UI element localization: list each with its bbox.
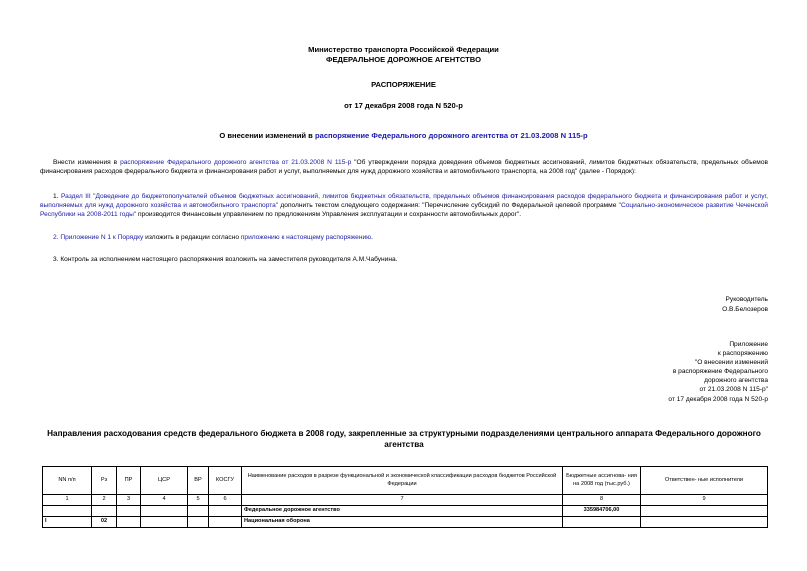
header-cell: ВР xyxy=(188,467,209,495)
item2-link-attachment[interactable]: приложению к настоящему распоряжению xyxy=(240,234,372,241)
title-prefix: О внесении изменений в xyxy=(219,131,315,140)
row-cell xyxy=(141,517,188,528)
row-cell xyxy=(188,506,209,517)
header-cell: Бюджетные ассигнова- ния на 2008 год (тыс.руб.) xyxy=(563,467,641,495)
doc-date: от 17 декабря 2008 года N 520-р xyxy=(344,101,463,110)
row-cell xyxy=(563,517,641,528)
agency-name: ФЕДЕРАЛЬНОЕ ДОРОЖНОЕ АГЕНТСТВО xyxy=(326,55,481,64)
item2-mid: изложить в редакции согласно xyxy=(143,234,241,241)
appendix-line: от 21.03.2008 N 115-р" xyxy=(699,386,768,394)
appendix-line: дорожного агентства xyxy=(704,377,768,385)
item2-end: . xyxy=(371,234,373,241)
header-cell: NN п/п xyxy=(43,467,92,495)
intro-link[interactable]: распоряжение Федерального дорожного агентства от 21.03.2008 N 115-р xyxy=(120,159,352,166)
appendix-line: к распоряжению xyxy=(717,350,768,358)
header-cell: Ответствен- ные исполнители xyxy=(641,467,768,495)
number-cell: 2 xyxy=(92,495,117,506)
intro-prefix: Внести изменения в xyxy=(53,159,121,166)
row-cell: Национальная оборона xyxy=(242,517,563,528)
row-cell xyxy=(43,506,92,517)
ministry-name: Министерство транспорта Российской Федерации xyxy=(308,45,499,54)
number-cell: 7 xyxy=(242,495,563,506)
appendix-line: в распоряжение Федерального xyxy=(672,368,768,376)
table-row xyxy=(43,506,768,517)
item2-link-appendix[interactable]: 2. Приложение N 1 к Порядку xyxy=(53,234,144,241)
appendix-line: от 17 декабря 2008 года N 520-р xyxy=(668,395,768,403)
header-cell: Наименование расходов в разрезе функциональной и экономической классификации расходов бюджетов Российской Федерации xyxy=(242,467,563,495)
table-row xyxy=(43,517,768,528)
appendix-line: "О внесении изменений xyxy=(694,359,768,367)
table-number-row xyxy=(43,495,768,506)
row-cell: 02 xyxy=(92,517,117,528)
row-cell xyxy=(141,506,188,517)
appendix-line: Приложение xyxy=(729,341,768,348)
row-cell xyxy=(92,506,117,517)
number-cell: 4 xyxy=(141,495,188,506)
appendix-block xyxy=(560,340,768,404)
signature-role: Руководитель xyxy=(725,296,768,303)
row-cell xyxy=(209,506,242,517)
row-cell: Федеральное дорожное агентство xyxy=(242,506,563,517)
row-cell: 335984706,00 xyxy=(563,506,641,517)
header-cell: ЦСР xyxy=(141,467,188,495)
item-2-paragraph xyxy=(53,234,768,243)
header-cell: КОСГУ xyxy=(209,467,242,495)
row-cell xyxy=(641,506,768,517)
item-1-paragraph xyxy=(40,193,768,220)
row-cell xyxy=(117,506,141,517)
table-header-row xyxy=(43,467,768,495)
row-cell xyxy=(117,517,141,528)
item1-link-section[interactable]: Раздел III "Доведение до бюджетополучателей объемов бюджетных ассигнований, лимитов бюджетных обязательств, предельных объемов финансирования расходов федерального бюджета и финансирования работ и услуг, выполняемых для нужд дорожного хозяйства и автомобильного транспорта" xyxy=(40,193,768,209)
header-cell: Рз xyxy=(92,467,117,495)
item1-end: производится Финансовым управлением по предложениям Управления эксплуатации и сохранности автомобильных дорог". xyxy=(136,210,522,218)
doc-type: РАСПОРЯЖЕНИЕ xyxy=(371,80,436,89)
number-cell: 8 xyxy=(563,495,641,506)
item1-link-program[interactable]: "Социально-экономическое развитие Чеченской Республики на 2008-2011 годы" xyxy=(40,201,768,218)
budget-table xyxy=(42,466,768,528)
header-cell: ПР xyxy=(117,467,141,495)
number-cell: 9 xyxy=(641,495,768,506)
row-cell xyxy=(188,517,209,528)
item1-mid: дополнить текстом следующего содержания: "Перечисление субсидий по Федеральной целевой программе xyxy=(278,201,619,209)
item1-prefix: 1. xyxy=(53,193,61,200)
item-3-paragraph: 3. Контроль за исполнением настоящего распоряжения возложить на заместителя руководителя А.М.Чабунина. xyxy=(53,256,398,263)
row-cell: I xyxy=(43,517,92,528)
section-title: Направления расходования средств федерального бюджета в 2008 году, закрепленные за структурными подразделениями центрального аппарата Федерального дорожного агентства xyxy=(47,429,761,450)
signature-name: О.В.Белозеров xyxy=(722,306,768,313)
doc-title xyxy=(0,131,807,141)
number-cell: 1 xyxy=(43,495,92,506)
row-cell xyxy=(641,517,768,528)
number-cell: 3 xyxy=(117,495,141,506)
number-cell: 6 xyxy=(209,495,242,506)
number-cell: 5 xyxy=(188,495,209,506)
title-link[interactable]: распоряжение Федерального дорожного агентства от 21.03.2008 N 115-р xyxy=(314,131,588,140)
intro-paragraph xyxy=(40,159,768,177)
row-cell xyxy=(209,517,242,528)
intro-text: "Об утверждении порядка доведения объемов бюджетных ассигнований, лимитов бюджетных обязательств, предельных объемов финансирования расходов федерального бюджета и финансирования работ и услуг, выполняемых для нужд дорожного хозяйства и автомобильного транспорта, на 2008 год" (далее - Порядок): xyxy=(40,159,768,175)
